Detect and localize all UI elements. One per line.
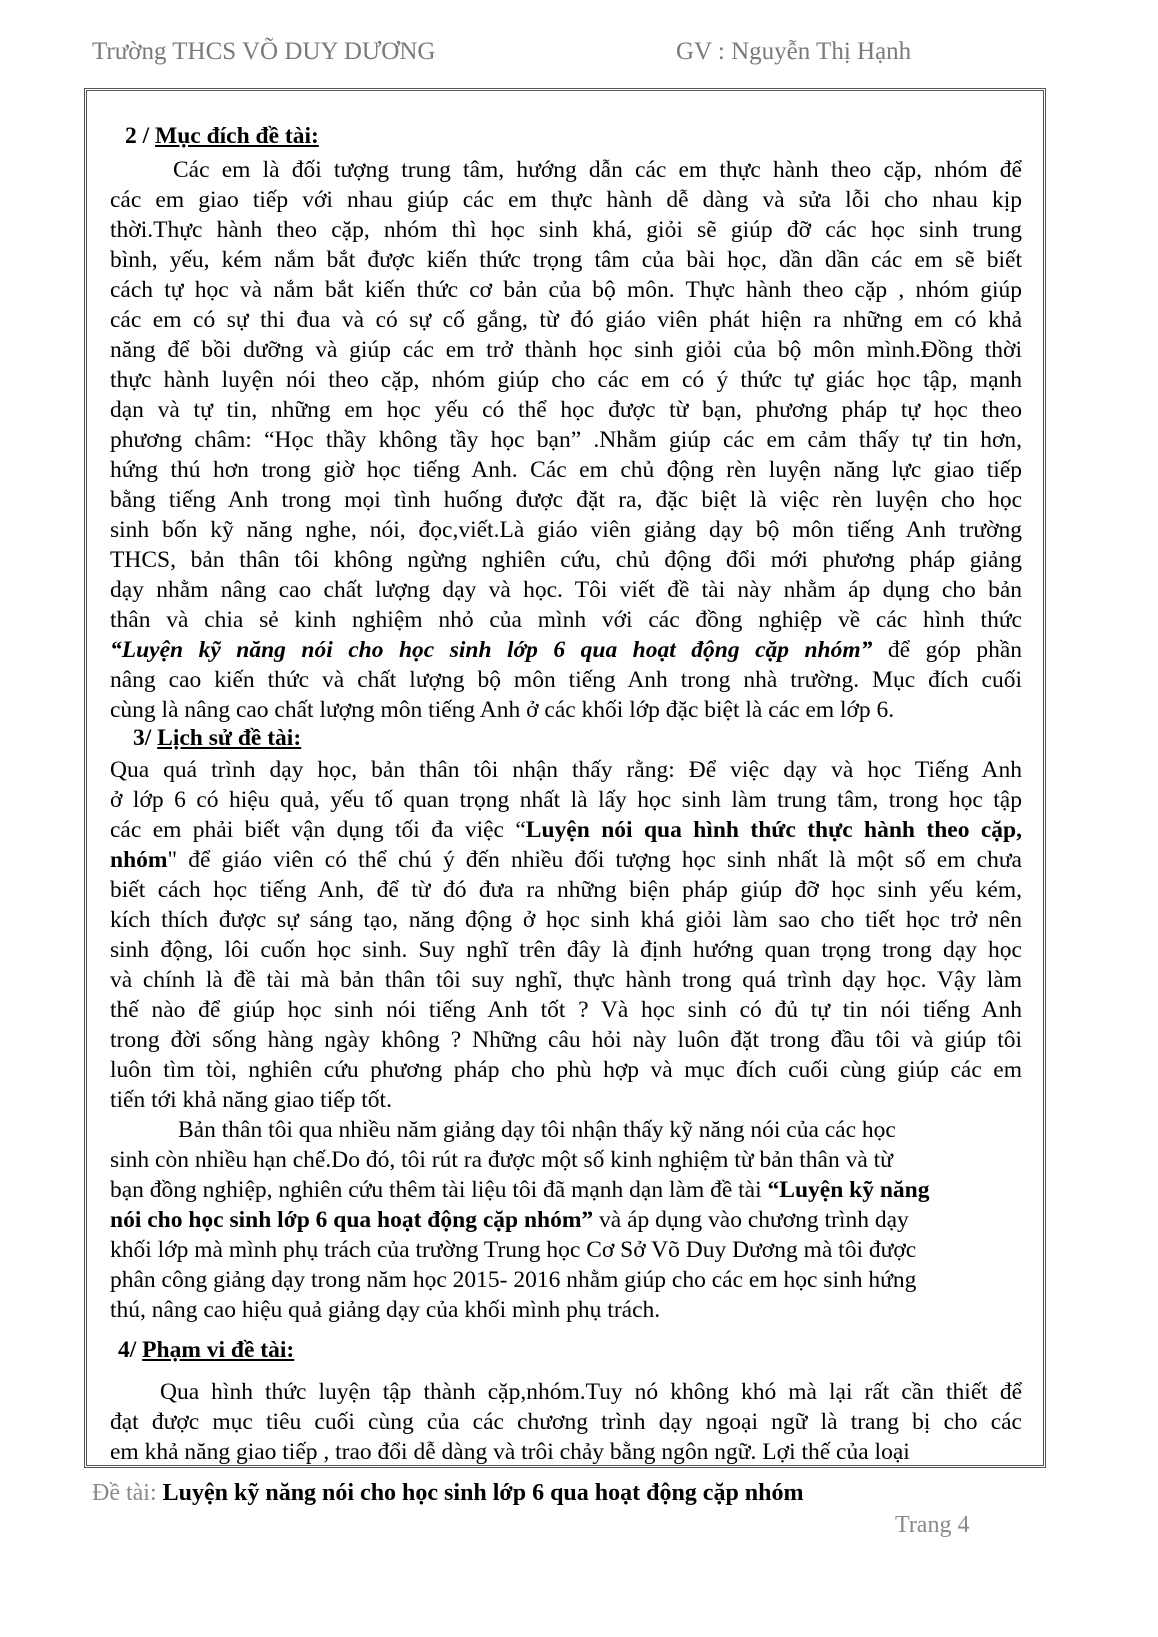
paragraph-history bbox=[110, 755, 1022, 1115]
emphasized-text: Luyện nói qua hình thức thực hành theo cặp, bbox=[525, 817, 1022, 843]
section-title: Mục đích đề tài: bbox=[155, 123, 319, 149]
text-line bbox=[110, 545, 1022, 575]
text-line bbox=[110, 1377, 1022, 1407]
text-line bbox=[110, 695, 1022, 725]
text-segment: trong đời sống hàng ngày không ? Những câu hỏi này luôn đặt trong đầu tôi và giúp tôi bbox=[110, 1027, 1022, 1053]
text-line bbox=[110, 845, 1022, 875]
text-line bbox=[110, 605, 1022, 635]
emphasized-text: nhóm bbox=[110, 847, 168, 873]
text-segment: bạn đồng nghiệp, nghiên cứu thêm tài liệu tôi đã mạnh dạn làm đề tài bbox=[110, 1177, 768, 1203]
text-line bbox=[110, 155, 1022, 185]
text-line bbox=[110, 275, 1022, 305]
text-line bbox=[110, 965, 1022, 995]
text-line bbox=[110, 1235, 1022, 1265]
text-line bbox=[110, 515, 1022, 545]
text-segment: cùng là nâng cao chất lượng môn tiếng Anh ở các khối lớp đặc biệt là các em lớp 6. bbox=[110, 697, 895, 723]
text-segment: Qua hình thức luyện tập thành cặp,nhóm.Tuy nó không khó mà lại rất cần thiết để bbox=[160, 1379, 1022, 1405]
text-line bbox=[110, 215, 1022, 245]
section-number: 2 / bbox=[125, 123, 156, 149]
text-segment: năng để bồi dưỡng và giúp các em trở thành học sinh giỏi của bộ môn mình.Đồng thời bbox=[110, 337, 1022, 363]
text-segment: em khả năng giao tiếp , trao đổi dễ dàng và trôi chảy bằng ngôn ngữ. Lợi thế của loại bbox=[110, 1439, 910, 1465]
text-line bbox=[110, 1205, 1022, 1235]
text-line bbox=[110, 305, 1022, 335]
text-segment: tiến tới khả năng giao tiếp tốt. bbox=[110, 1087, 392, 1113]
header-teacher: GV : Nguyễn Thị Hạnh bbox=[676, 38, 912, 65]
footer-label: Đề tài: bbox=[92, 1480, 163, 1506]
text-line bbox=[110, 245, 1022, 275]
paragraph-purpose bbox=[110, 155, 1022, 725]
text-segment: dạn và tự tin, những em học yếu có thể học được từ bạn, phương pháp tự học theo bbox=[110, 397, 1022, 423]
text-line bbox=[110, 1145, 1022, 1175]
section-title: Phạm vi đề tài: bbox=[142, 1337, 295, 1363]
text-line bbox=[110, 335, 1022, 365]
text-segment: Các em là đối tượng trung tâm, hướng dẫn các em thực hành theo cặp, nhóm để bbox=[173, 157, 1022, 183]
section-number: 4/ bbox=[118, 1337, 143, 1363]
text-segment: kích thích được sự sáng tạo, năng động ở học sinh khá giỏi làm sao cho tiết học trở nên bbox=[110, 907, 1022, 933]
section-heading-2 bbox=[125, 123, 319, 150]
text-segment: dạy nhằm nâng cao chất lượng dạy và học. Tôi viết đề tài này nhằm áp dụng cho bản bbox=[110, 577, 1022, 603]
section-heading-4 bbox=[118, 1337, 294, 1364]
text-segment: sinh còn nhiều hạn chế.Do đó, tôi rút ra được một số kinh nghiệm từ bản thân và từ bbox=[110, 1147, 893, 1173]
text-segment: ở lớp 6 có hiệu quả, yếu tố quan trọng nhất là lấy học sinh làm trung tâm, trong học tập bbox=[110, 787, 1022, 813]
text-segment: thân và chia sẻ kinh nghiệm nhỏ của mình với các đồng nghiệp về các hình thức bbox=[110, 607, 1022, 633]
text-line bbox=[110, 1115, 1022, 1145]
text-line bbox=[110, 425, 1022, 455]
text-segment: nâng cao kiến thức và chất lượng bộ môn tiếng Anh trong nhà trường. Mục đích cuối bbox=[110, 667, 1022, 693]
text-line bbox=[110, 455, 1022, 485]
text-line bbox=[110, 905, 1022, 935]
text-line bbox=[110, 1295, 1022, 1325]
text-segment: thời.Thực hành theo cặp, nhóm thì học sinh khá, giỏi sẽ giúp đỡ các học sinh trung bbox=[110, 217, 1022, 243]
text-segment: đạt được mục tiêu cuối cùng của các chương trình dạy ngoại ngữ là trang bị cho các bbox=[110, 1409, 1022, 1435]
footer-title: Luyện kỹ năng nói cho học sinh lớp 6 qua hoạt động cặp nhóm bbox=[162, 1480, 804, 1506]
text-line bbox=[110, 1265, 1022, 1295]
text-segment: các em có sự thi đua và có sự cố gắng, từ đó giáo viên phát hiện ra những em có khả bbox=[110, 307, 1022, 333]
text-line bbox=[110, 815, 1022, 845]
text-line bbox=[110, 395, 1022, 425]
section-heading-3 bbox=[133, 725, 301, 752]
header-school: Trường THCS VÕ DUY DƯƠNG bbox=[92, 38, 436, 65]
emphasized-text: “Luyện kỹ năng bbox=[767, 1177, 930, 1203]
text-segment: Bản thân tôi qua nhiều năm giảng dạy tôi nhận thấy kỹ năng nói của các học bbox=[178, 1117, 896, 1143]
text-segment: Qua quá trình dạy học, bản thân tôi nhận thấy rằng: Để việc dạy và học Tiếng Anh bbox=[110, 757, 1022, 783]
text-line bbox=[110, 1085, 1022, 1115]
text-line bbox=[110, 935, 1022, 965]
text-segment: sinh bốn kỹ năng nghe, nói, đọc,viết.Là giáo viên giảng dạy bộ môn tiếng Anh trường bbox=[110, 517, 1022, 543]
section-number: 3/ bbox=[133, 725, 158, 751]
section-title: Lịch sử đề tài: bbox=[157, 725, 302, 751]
text-segment: phương châm: “Học thầy không tầy học bạn” .Nhằm giúp các em cảm thấy tự tin hơn, bbox=[110, 427, 1022, 453]
text-line bbox=[110, 365, 1022, 395]
text-segment: bằng tiếng Anh trong mọi tình huống được đặt ra, đặc biệt là việc rèn luyện cho học bbox=[110, 487, 1022, 513]
text-segment: để góp phần bbox=[872, 637, 1022, 663]
text-line bbox=[110, 665, 1022, 695]
text-line bbox=[110, 1437, 1022, 1467]
footer-topic bbox=[92, 1480, 803, 1507]
text-segment: và áp dụng vào chương trình dạy bbox=[593, 1207, 909, 1233]
text-line bbox=[110, 485, 1022, 515]
page-number: Trang 4 bbox=[895, 1512, 970, 1538]
text-segment: các em phải biết vận dụng tối đa việc “ bbox=[110, 817, 526, 843]
emphasized-text: nói cho học sinh lớp 6 qua hoạt động cặp nhóm” bbox=[110, 1207, 594, 1233]
text-segment: " để giáo viên có thể chú ý đến nhiều đối tượng học sinh nhất là một số em chưa bbox=[167, 847, 1022, 873]
text-segment: các em giao tiếp với nhau giúp các em thực hành dễ dàng và sửa lỗi cho nhau kịp bbox=[110, 187, 1022, 213]
text-line bbox=[110, 875, 1022, 905]
text-line bbox=[110, 785, 1022, 815]
text-segment: thú, nâng cao hiệu quả giảng dạy của khối mình phụ trách. bbox=[110, 1297, 661, 1323]
text-segment: phân công giảng dạy trong năm học 2015- 2016 nhằm giúp cho các em học sinh hứng bbox=[110, 1267, 917, 1293]
text-line bbox=[110, 1407, 1022, 1437]
text-segment: biết cách học tiếng Anh, để từ đó đưa ra những biện pháp giúp đỡ học sinh yếu kém, bbox=[110, 877, 1022, 903]
text-line bbox=[110, 755, 1022, 785]
text-segment: sinh động, lôi cuốn học sinh. Suy nghĩ trên đây là định hướng quan trọng trong dạy học bbox=[110, 937, 1022, 963]
emphasized-text: “Luyện kỹ năng nói cho học sinh lớp 6 qua hoạt động cặp nhóm” bbox=[110, 637, 873, 663]
paragraph-scope bbox=[110, 1377, 1022, 1467]
text-segment: cách tự học và nắm bắt kiến thức cơ bản của bộ môn. Thực hành theo cặp , nhóm giúp bbox=[110, 277, 1022, 303]
text-segment: khối lớp mà mình phụ trách của trường Trung học Cơ Sở Võ Duy Dương mà tôi được bbox=[110, 1237, 917, 1263]
text-segment: THCS, bản thân tôi không ngừng nghiên cứu, chủ động đổi mới phương pháp giảng bbox=[110, 547, 1022, 573]
text-line bbox=[110, 1175, 1022, 1205]
text-segment: hứng thú hơn trong giờ học tiếng Anh. Các em chủ động rèn luyện năng lực giao tiếp bbox=[110, 457, 1022, 483]
text-line bbox=[110, 995, 1022, 1025]
text-line bbox=[110, 1055, 1022, 1085]
text-segment: luôn tìm tòi, nghiên cứu phương pháp cho phù hợp và mục đích cuối cùng giúp các em bbox=[110, 1057, 1022, 1083]
text-line bbox=[110, 575, 1022, 605]
text-line bbox=[110, 635, 1022, 665]
text-line bbox=[110, 1025, 1022, 1055]
paragraph-history-2 bbox=[110, 1115, 1022, 1325]
text-segment: bình, yếu, kém nắm bắt được kiến thức trọng tâm của bài học, dần dần các em sẽ biết bbox=[110, 247, 1022, 273]
text-segment: và chính là đề tài mà bản thân tôi suy nghĩ, thực hành trong quá trình dạy học. Vậy làm bbox=[110, 967, 1022, 993]
text-line bbox=[110, 185, 1022, 215]
text-segment: thực hành luyện nói theo cặp, nhóm giúp cho các em có ý thức tự giác học tập, mạnh bbox=[110, 367, 1022, 393]
text-segment: thế nào để giúp học sinh nói tiếng Anh tốt ? Và học sinh có đủ tự tin nói tiếng Anh bbox=[110, 997, 1022, 1023]
